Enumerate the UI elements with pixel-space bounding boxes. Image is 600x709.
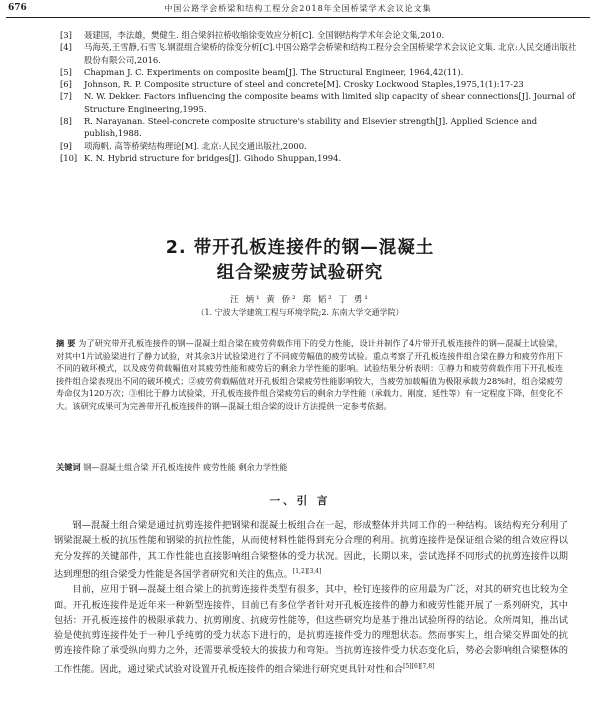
abstract [56, 337, 563, 412]
body-text [54, 518, 568, 677]
reference-item [60, 140, 580, 152]
citation: [7,8] [420, 662, 435, 670]
reference-text: 马海英,王雪静,石雪飞.钢混组合梁桥的徐变分析[C].中国公路学会桥梁和结构工程分会全国桥梁学术会议论文集. 北京:人民交通出版社股份有限公司,2016. [84, 42, 577, 65]
reference-text: 项海帆. 高等桥梁结构理论[M]. 北京:人民交通出版社,2000. [84, 140, 307, 151]
reference-list [60, 29, 580, 164]
reference-number: [5] [60, 66, 72, 77]
reference-item [60, 29, 580, 41]
reference-number: [7] [60, 91, 72, 102]
reference-text: K. N. Hybrid structure for bridges[J]. Gihodo Shuppan,1994. [84, 152, 342, 163]
citation: [6] [411, 662, 421, 670]
reference-number: [3] [60, 30, 72, 40]
author-affiliation: （1. 宁波大学建筑工程与环境学院;2. 东南大学交通学院） [196, 308, 404, 317]
reference-item [60, 152, 580, 164]
reference-number: [10] [60, 152, 78, 163]
article-title-line1: 2. 带开孔板连接件的钢—混凝土 [165, 238, 435, 258]
reference-text: Johnson, R. P. Composite structure of steel and concrete[M]. Crosky Lockwood Staples,1975,1(1):17-23 [84, 79, 524, 90]
reference-text: Chapman J. C. Experiments on composite beam[J]. The Structural Engineer, 1964,42(11). [84, 66, 464, 77]
reference-item [60, 90, 580, 115]
reference-item [60, 41, 580, 66]
keywords [56, 462, 563, 473]
reference-text: N. W. Dekker. Factors influencing the composite beams with limited slip capacity of shear connections[J]. Journal of Structure Engineering,1995. [84, 91, 576, 114]
keywords-text: 钢—混凝土组合梁 开孔板连接件 疲劳性能 剩余力学性能 [83, 462, 288, 472]
reference-number: [6] [60, 79, 72, 90]
author-list: 汪 炳¹ 黄 侨² 郑 韬² 丁 勇¹ [230, 295, 370, 305]
keywords-label: 关键词 [56, 462, 81, 472]
page-number: 676 [8, 3, 27, 13]
reference-text: 聂建国，李法雄，樊健生. 组合梁斜拉桥收缩徐变效应分析[C]. 全国钢结构学术年会论文集,2010. [84, 30, 445, 40]
reference-item [60, 66, 580, 78]
paragraph [54, 582, 568, 677]
reference-number: [4] [60, 42, 72, 53]
section-heading: 一、引 言 [269, 495, 331, 507]
citation: [1,2] [292, 567, 308, 575]
reference-text: R. Narayanan. Steel-concrete composite structure's stability and Elsevier strength[J]. Applied Science and publish,1988. [84, 116, 538, 139]
abstract-label: 摘 要 [56, 338, 76, 348]
paragraph-text: 目前，应用于钢—混凝土组合梁上的抗剪连接件类型有很多，其中，栓钉连接件的应用最为广泛，对其的研究也比较为全面。开孔板连接件是近年来一种新型连接件，目前已有多位学者针对开孔板连接件的静力和疲劳性能开展了一系列研究，其中包括：开孔板连接件的极限承载力、抗剪刚度、抗疲劳性能等，但这些研究均是基于推出试验所得的结论。众所周知，推出试验是使抗剪连接件处于一种几乎纯剪的受力状态下进行的，是抗剪连接件受力的理想状态。然而事实上，组合梁交界面处的抗剪连接件除了承受纵向剪力之外，还需要承受较大的拔拔力和弯矩。当抗剪连接件受力状态变化后，势必会影响组合梁整体的工作性能。因此，通过梁式试验对设置开孔板连接件的组合梁进行研究更具针对性和合 [54, 584, 568, 675]
running-header [6, 3, 590, 18]
reference-item [60, 78, 580, 90]
reference-number: [9] [60, 140, 72, 151]
paragraph [54, 518, 568, 582]
citation: [3,4] [307, 567, 322, 575]
running-title: 中国公路学会桥梁和结构工程分会2018年全国桥梁学术会议论文集 [164, 4, 432, 13]
article-title-line2: 组合梁疲劳试验研究 [216, 263, 384, 283]
reference-number: [8] [60, 116, 72, 127]
article-title [0, 236, 600, 286]
reference-item [60, 115, 580, 140]
citation: [5] [403, 662, 412, 670]
paragraph-text: 钢—混凝土组合梁是通过抗剪连接件把钢梁和混凝土板组合在一起，形成整体并共同工作的一种结构。该结构充分利用了钢梁混凝土板的抗压性能和钢梁的抗拉性能，从而使材料性能得到充分合理的利用。抗剪连接件是保证组合梁的组合效应得以充分发挥的关键部件，其工作性能也直接影响组合梁整体的受力状况。因此，长期以来，尝试选择不同形式的抗剪连接件以期达到理想的组合梁受力性能是各国学者研究和关注的焦点。 [54, 520, 568, 580]
abstract-text: 为了研究带开孔板连接件的钢—混凝土组合梁在疲劳荷载作用下的受力性能，设计并制作了4片带开孔板连接件的钢—混凝土试验梁，对其中1片试验梁进行了静力试验，对其余3片试验梁进行了不同疲劳幅值的疲劳试验。重点考察了开孔板连接件组合梁在静力和疲劳作用下不同的破坏模式，以及疲劳荷载幅值对其疲劳性能和疲劳后的剩余力学性能的影响。试验结果分析表明：①静力和疲劳荷载作用下开孔板连接件组合梁表现出不同的破坏模式；②疲劳荷载幅值对开孔板组合梁疲劳性能影响较大，当疲劳加载幅值为极限承载力28%时，组合梁疲劳寿命仅为120万次；③相比于静力试验梁，开孔板连接件组合梁疲劳后的剩余力学性能（承载力、刚度、延性等）有一定程度下降，但变化不大。该研究成果可为完善带开孔板连接件的钢—混凝土组合梁的设计方法提供一定参考依据。 [56, 338, 563, 411]
